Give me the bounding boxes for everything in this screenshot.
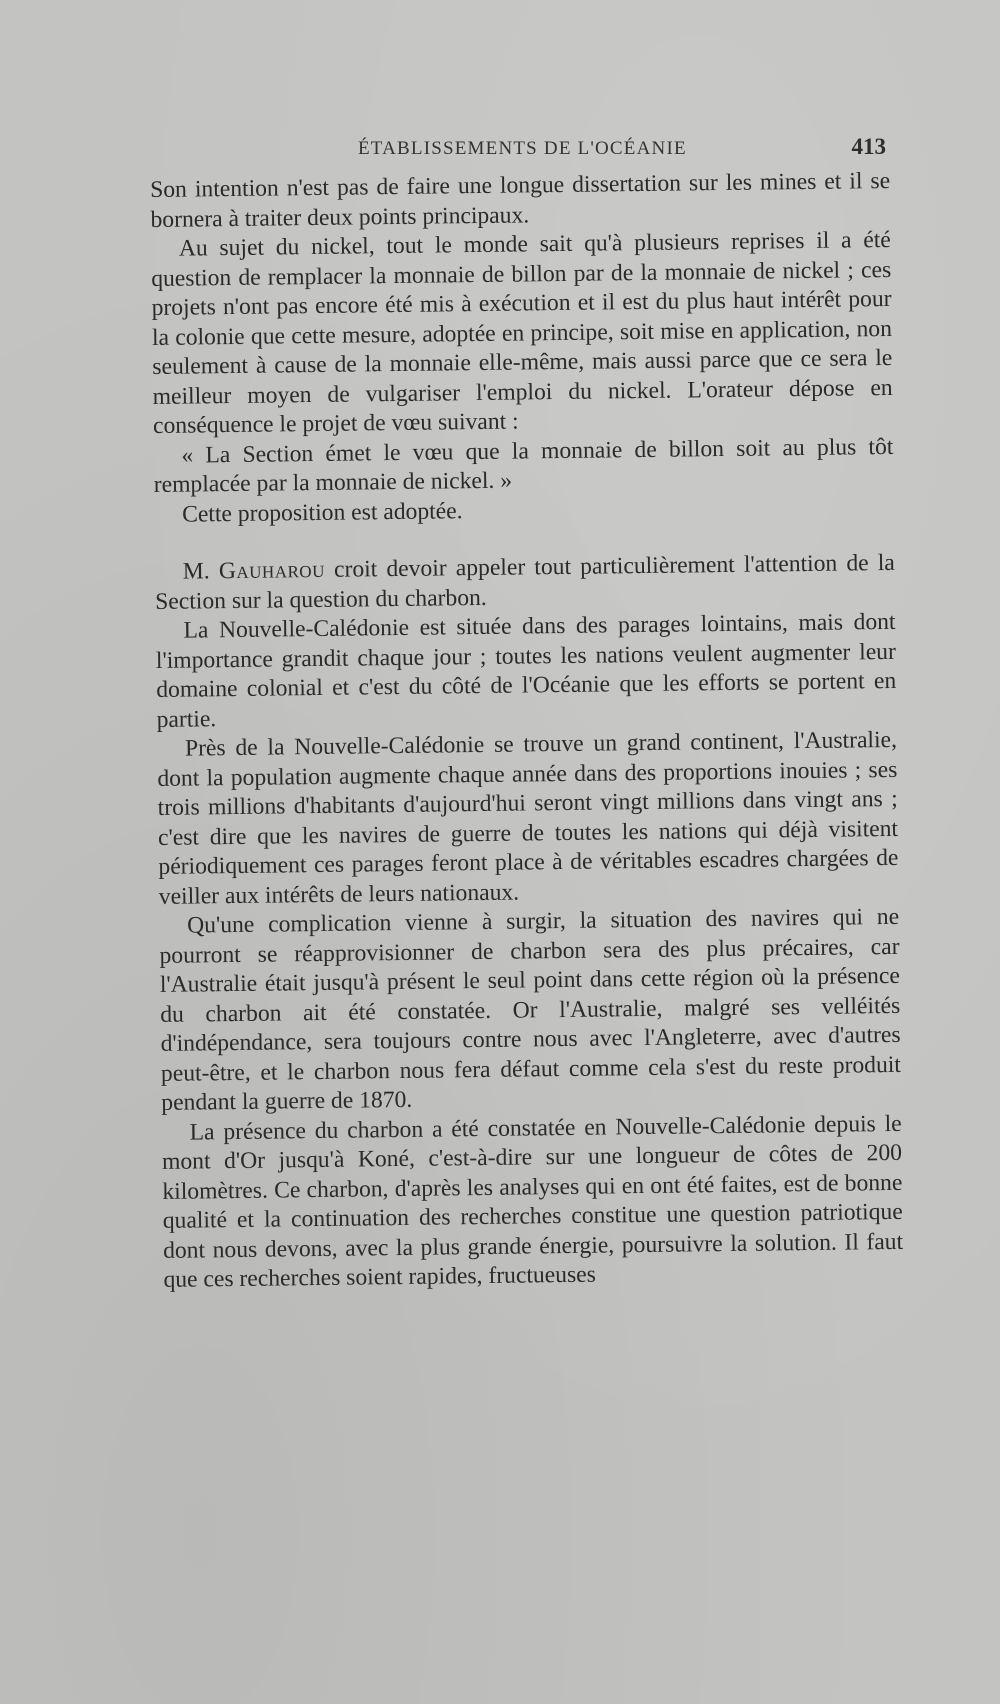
- paragraph-5: [155, 549, 896, 617]
- speaker-title: M.: [182, 558, 210, 585]
- body-text: [150, 167, 904, 1295]
- paragraph-8: Qu'une complication vienne à surgir, la situation des navires qui ne pourront se réapprovisionner de charbon sera des plus précaires, car l'Australie était jusqu'à présent le seul point dans cette région où la présence du charbon ait été constatée. Or l'Australie, malgré ses velléités d'indépendance, sera toujours contre nous avec l'Angleterre, avec d'autres peut-être, et le charbon nous fera défaut comme cela s'est du reste produit pendant la guerre de 1870.: [159, 903, 902, 1116]
- paragraph-1: Son intention n'est pas de faire une longue dissertation sur les mines et il se bornera à traiter deux points principaux.: [150, 167, 891, 233]
- page-number: 413: [851, 134, 886, 159]
- paragraph-6: La Nouvelle-Calédonie est située dans des parages lointains, mais dont l'importance grandit chaque jour ; toutes les nations veulent augmenter leur domaine colonial et c'est du côté de l'Océanie que les efforts se portent en partie.: [155, 608, 897, 733]
- paragraph-7: Près de la Nouvelle-Calédonie se trouve un grand continent, l'Australie, dont la population augmente chaque année dans des proportions inouies ; ses trois millions d'habitants d'aujourd'hui seront vingt millions dans vingt ans ; c'est dire que les navires de guerre de toutes les nations qui déjà visitent périodiquement ces parages feront place à de véritables escadres chargées de veiller aux intérêts de leurs nationaux.: [157, 726, 899, 910]
- running-head: [150, 134, 890, 164]
- header-title: ÉTABLISSEMENTS DE L'OCÉANIE: [358, 138, 687, 159]
- paragraph-4: Cette proposition est adoptée.: [181, 497, 463, 528]
- paragraph-9: La présence du charbon a été constatée en Nouvelle-Calédonie depuis le mont d'Or jusqu'à Koné, c'est-à-dire sur une longueur de côtes de 200 kilomètres. Ce charbon, d'après les analyses qui en ont été faites, est de bonne qualité et la continuation des recherches constitue une question patriotique dont nous devons, avec la plus grande énergie, poursuivre la solution. Il faut que ces recherches soient rapides, fructueuses: [161, 1110, 904, 1293]
- paragraph-5-text: croit devoir appeler tout particulièrement l'attention de la Section sur la question du charbon.: [155, 549, 895, 615]
- paragraph-2: Au sujet du nickel, tout le monde sait qu'à plusieurs reprises il a été question de remplacer la monnaie de billon par de la monnaie de nickel ; ces projets n'ont pas encore été mis à exécution et il est du plus haut intérêt pour la colonie que cette mesure, adoptée en principe, soit mise en application, non seulement à cause de la monnaie elle-même, mais aussi parce que ce sera le meilleur moyen de vulgariser l'emploi du nickel. L'orateur dépose en conséquence le projet de vœu suivant :: [151, 226, 893, 439]
- paragraph-3-quote: « La Section émet le vœu que la monnaie de billon soit au plus tôt remplacée par la monnaie de nickel. »: [153, 433, 894, 498]
- speaker-name: Gauharou: [218, 556, 326, 585]
